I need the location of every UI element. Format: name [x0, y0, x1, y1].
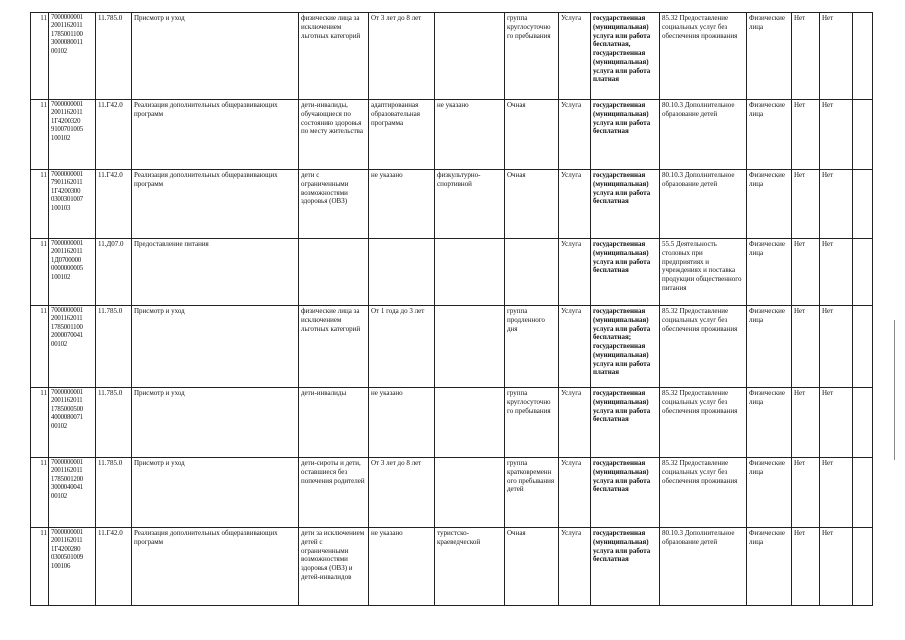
- row-number: 11: [31, 528, 49, 606]
- payment-status: государственная (муниципальная) услуга или работа бесплатная: [591, 388, 660, 458]
- flag-2: Нет: [820, 388, 853, 458]
- service-kind: Услуга: [559, 170, 591, 239]
- service-code: 11.Г42.0: [96, 170, 132, 239]
- activity-type: 80.10.3 Дополнительное образование детей: [660, 100, 747, 170]
- service-code: 11.Г42.0: [96, 528, 132, 606]
- activity-type: 85.32 Предоставление социальных услуг без обеспечения проживания: [660, 13, 747, 100]
- services-table-page: [30, 12, 873, 606]
- program-focus: [435, 388, 505, 458]
- flag-2: Нет: [820, 170, 853, 239]
- service-name: Присмотр и уход: [132, 306, 299, 388]
- service-code: 11.785.0: [96, 458, 132, 528]
- service-kind: Услуга: [559, 528, 591, 606]
- service-name: Реализация дополнительных общеразвивающих программ: [132, 170, 299, 239]
- service-kind: Услуга: [559, 100, 591, 170]
- empty-cell: [853, 13, 873, 100]
- service-name: Реализация дополнительных общеразвивающих программ: [132, 528, 299, 606]
- consumer-type: Физические лица: [747, 388, 792, 458]
- flag-2: Нет: [820, 239, 853, 306]
- payment-status: государственная (муниципальная) услуга или работа бесплатная, государственная (муниципальная) услуга или работа платная: [591, 13, 660, 100]
- services-table: [30, 12, 873, 606]
- program-focus: [435, 239, 505, 306]
- flag-2: Нет: [820, 528, 853, 606]
- payment-status: государственная (муниципальная) услуга или работа бесплатная: [591, 100, 660, 170]
- consumer-type: Физические лица: [747, 306, 792, 388]
- service-name: Присмотр и уход: [132, 458, 299, 528]
- flag-1: Нет: [792, 306, 820, 388]
- consumer-type: Физические лица: [747, 528, 792, 606]
- service-code: 11.785.0: [96, 388, 132, 458]
- activity-type: 85.32 Предоставление социальных услуг без обеспечения проживания: [660, 458, 747, 528]
- registry-code: 7000000001 2001162011 1785001100 3000080011 00102: [49, 13, 96, 100]
- consumer-category: физические лица за исключением льготных категорий: [299, 306, 369, 388]
- service-form: группа продленного дня: [505, 306, 559, 388]
- table-row: [31, 458, 873, 528]
- program-or-age: От 1 года до 3 лет: [369, 306, 435, 388]
- activity-type: 55.5 Деятельность столовых при предприятиях и учреждениях и поставка продукции общественного питания: [660, 239, 747, 306]
- registry-code: 7000000001 7901162011 1Г4200300 0300301007 100103: [49, 170, 96, 239]
- payment-status: государственная (муниципальная) услуга или работа бесплатная: [591, 170, 660, 239]
- table-row: [31, 170, 873, 239]
- payment-status: государственная (муниципальная) услуга или работа бесплатная: [591, 458, 660, 528]
- table-row: [31, 388, 873, 458]
- service-kind: Услуга: [559, 13, 591, 100]
- flag-2: Нет: [820, 13, 853, 100]
- table-row: [31, 239, 873, 306]
- registry-code: 7000000001 2001162011 1785001200 3000040041 00102: [49, 458, 96, 528]
- registry-code: 7000000001 2001162011 1Д0700000 0000000005 100102: [49, 239, 96, 306]
- flag-1: Нет: [792, 528, 820, 606]
- program-or-age: не указано: [369, 528, 435, 606]
- program-or-age: не указано: [369, 170, 435, 239]
- program-focus: физкультурно-спортивной: [435, 170, 505, 239]
- service-name: Реализация дополнительных общеразвивающих программ: [132, 100, 299, 170]
- registry-code: 7000000001 2001162011 1785001100 2000070041 00102: [49, 306, 96, 388]
- activity-type: 80.10.3 Дополнительное образование детей: [660, 170, 747, 239]
- service-kind: Услуга: [559, 239, 591, 306]
- consumer-category: физические лица за исключением льготных категорий: [299, 13, 369, 100]
- service-form: группа кратковременн ого пребывания детей: [505, 458, 559, 528]
- row-number: 11: [31, 458, 49, 528]
- service-name: Присмотр и уход: [132, 388, 299, 458]
- empty-cell: [853, 170, 873, 239]
- service-form: группа круглосуточно го пребывания: [505, 388, 559, 458]
- flag-2: Нет: [820, 306, 853, 388]
- program-focus: туристско-краеведческой: [435, 528, 505, 606]
- activity-type: 85.32 Предоставление социальных услуг без обеспечения проживания: [660, 306, 747, 388]
- row-number: 11: [31, 306, 49, 388]
- table-row: [31, 528, 873, 606]
- flag-1: Нет: [792, 239, 820, 306]
- service-code: 11.785.0: [96, 306, 132, 388]
- flag-1: Нет: [792, 170, 820, 239]
- program-or-age: не указано: [369, 388, 435, 458]
- page-edge-mark: [888, 320, 895, 460]
- row-number: 11: [31, 100, 49, 170]
- service-code: 11.785.0: [96, 13, 132, 100]
- registry-code: 7000000001 2001162011 1785000500 4000080071 00102: [49, 388, 96, 458]
- consumer-type: Физические лица: [747, 13, 792, 100]
- consumer-category: дети-сироты и дети, оставшиеся без попечения родителей: [299, 458, 369, 528]
- consumer-category: дети-инвалиды: [299, 388, 369, 458]
- consumer-category: дети за исключением детей с ограниченными возможностями здоровья (ОВЗ) и детей-инвалидов: [299, 528, 369, 606]
- empty-cell: [853, 239, 873, 306]
- payment-status: государственная (муниципальная) услуга или работа бесплатная; государственная (муниципальная) услуга или работа платная: [591, 306, 660, 388]
- program-or-age: адаптированная образовательная программа: [369, 100, 435, 170]
- consumer-category: дети с ограниченными возможностями здоровья (ОВЗ): [299, 170, 369, 239]
- program-focus: [435, 458, 505, 528]
- empty-cell: [853, 100, 873, 170]
- service-kind: Услуга: [559, 306, 591, 388]
- program-or-age: [369, 239, 435, 306]
- service-code: 11.Д07.0: [96, 239, 132, 306]
- service-form: группа круглосуточно го пребывания: [505, 13, 559, 100]
- flag-1: Нет: [792, 100, 820, 170]
- service-name: Предоставление питания: [132, 239, 299, 306]
- empty-cell: [853, 458, 873, 528]
- service-name: Присмотр и уход: [132, 13, 299, 100]
- consumer-category: дети-инвалиды, обучающиеся по состоянию здоровья по месту жительства: [299, 100, 369, 170]
- empty-cell: [853, 306, 873, 388]
- consumer-type: Физические лица: [747, 458, 792, 528]
- registry-code: 7000000001 2001162011 1Г4200320 9100701005 100102: [49, 100, 96, 170]
- program-or-age: От 3 лет до 8 лет: [369, 13, 435, 100]
- service-form: Очная: [505, 170, 559, 239]
- activity-type: 85.32 Предоставление социальных услуг без обеспечения проживания: [660, 388, 747, 458]
- flag-1: Нет: [792, 13, 820, 100]
- table-row: [31, 13, 873, 100]
- registry-code: 7000000001 2001162011 1Г4200280 0300501009 100106: [49, 528, 96, 606]
- program-or-age: От 3 лет до 8 лет: [369, 458, 435, 528]
- flag-2: Нет: [820, 458, 853, 528]
- consumer-type: Физические лица: [747, 100, 792, 170]
- row-number: 11: [31, 388, 49, 458]
- consumer-type: Физические лица: [747, 239, 792, 306]
- table-row: [31, 100, 873, 170]
- activity-type: 80.10.3 Дополнительное образование детей: [660, 528, 747, 606]
- service-kind: Услуга: [559, 388, 591, 458]
- flag-1: Нет: [792, 388, 820, 458]
- service-form: Очная: [505, 100, 559, 170]
- program-focus: не указано: [435, 100, 505, 170]
- empty-cell: [853, 528, 873, 606]
- program-focus: [435, 306, 505, 388]
- row-number: 11: [31, 239, 49, 306]
- service-code: 11.Г42.0: [96, 100, 132, 170]
- flag-2: Нет: [820, 100, 853, 170]
- service-form: Очная: [505, 528, 559, 606]
- row-number: 11: [31, 170, 49, 239]
- consumer-type: Физические лица: [747, 170, 792, 239]
- payment-status: государственная (муниципальная) услуга или работа бесплатная: [591, 528, 660, 606]
- row-number: 11: [31, 13, 49, 100]
- consumer-category: [299, 239, 369, 306]
- program-focus: [435, 13, 505, 100]
- payment-status: государственная (муниципальная) услуга или работа бесплатная: [591, 239, 660, 306]
- flag-1: Нет: [792, 458, 820, 528]
- service-kind: Услуга: [559, 458, 591, 528]
- service-form: [505, 239, 559, 306]
- table-row: [31, 306, 873, 388]
- empty-cell: [853, 388, 873, 458]
